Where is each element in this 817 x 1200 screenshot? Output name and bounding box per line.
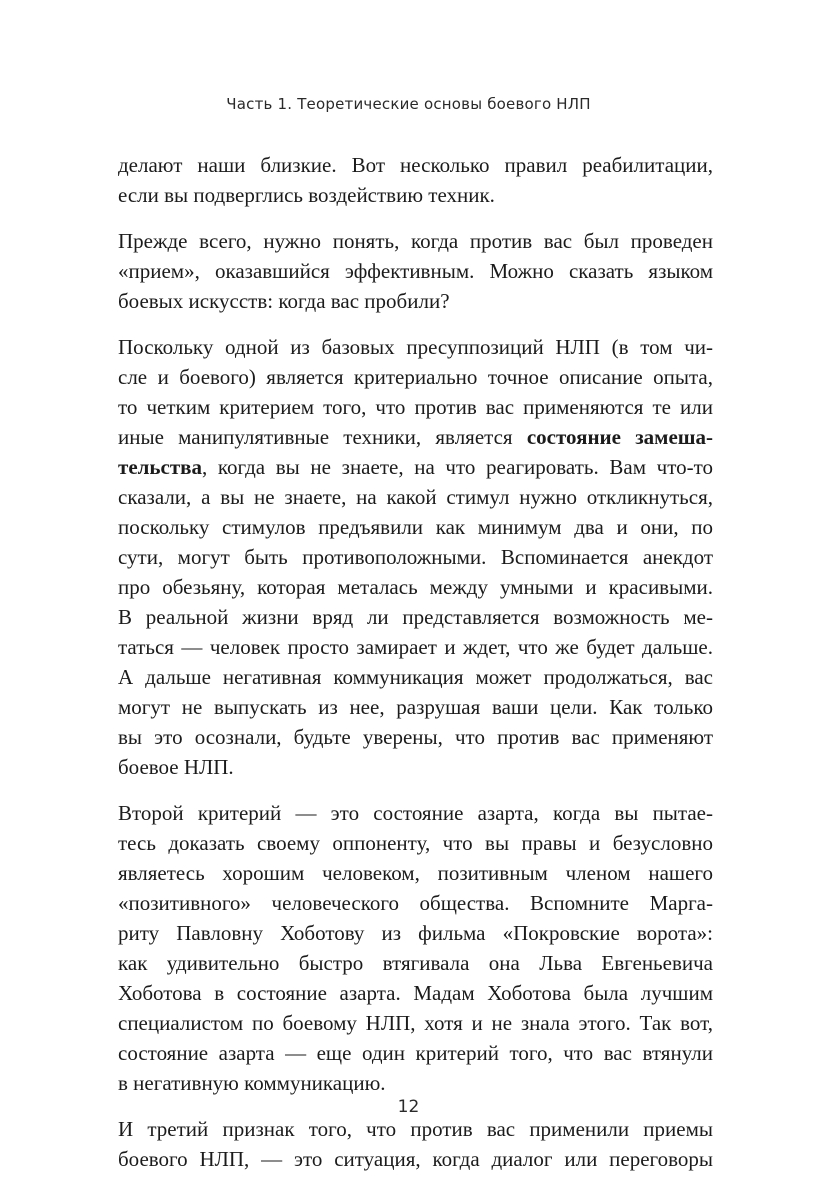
text-line: Второй критерий — это состояние азарта, когда вы пытае- xyxy=(118,801,713,825)
text-fragment: иные манипулятивные техники, является xyxy=(118,425,527,449)
text-line: «позитивного» человеческого общества. Вспомните Марга- xyxy=(118,891,713,915)
text-line: поскольку стимулов предъявили как минимум два и они, по xyxy=(118,515,713,539)
text-line: в негативную коммуникацию. xyxy=(118,1071,386,1095)
text-line: боевое НЛП. xyxy=(118,755,234,779)
text-line: сказали, а вы не знаете, на какой стимул нужно откликнуться, xyxy=(118,485,713,509)
text-line: вы это осознали, будьте уверены, что против вас применяют xyxy=(118,725,713,749)
text-line: А дальше негативная коммуникация может продолжаться, вас xyxy=(118,665,713,689)
text-line: Прежде всего, нужно понять, когда против вас был проведен xyxy=(118,229,713,253)
text-line: В реальной жизни вряд ли представляется возможность ме- xyxy=(118,605,713,629)
text-line xyxy=(118,452,713,482)
text-line: специалистом по боевому НЛП, хотя и не знала этого. Так вот, xyxy=(118,1011,713,1035)
text-line: И третий признак того, что против вас применили приемы xyxy=(118,1117,713,1141)
text-line: риту Павловну Хоботову из фильма «Покровские ворота»: xyxy=(118,921,713,945)
text-fragment: , когда вы не знаете, на что реагировать. Вам что-то xyxy=(202,455,713,479)
paragraph-3 xyxy=(118,332,713,782)
text-line: являетесь хорошим человеком, позитивным членом нашего xyxy=(118,861,713,885)
text-line: таться — человек просто замирает и ждет, что же будет дальше. xyxy=(118,635,713,659)
text-line: как удивительно быстро втягивала она Льва Евгеньевича xyxy=(118,951,713,975)
text-line: делают наши близкие. Вот несколько правил реабилитации, xyxy=(118,153,713,177)
body-text xyxy=(118,150,713,1190)
paragraph-4 xyxy=(118,798,713,1098)
emphasis-term: состояние замеша- xyxy=(526,425,713,449)
page-number: 12 xyxy=(397,1097,420,1117)
paragraph-5 xyxy=(118,1114,713,1174)
text-line: «прием», оказавшийся эффективным. Можно сказать языком xyxy=(118,259,713,283)
text-line: Хоботова в состояние азарта. Мадам Хоботова была лучшим xyxy=(118,981,713,1005)
text-line: боевых искусств: когда вас пробили? xyxy=(118,289,450,313)
text-line: Поскольку одной из базовых пресуппозиций НЛП (в том чи- xyxy=(118,335,713,359)
text-line: могут не выпускать из нее, разрушая ваши цели. Как только xyxy=(118,695,713,719)
emphasis-term: тельства xyxy=(118,455,202,479)
text-line: то четким критерием того, что против вас применяются те или xyxy=(118,395,713,419)
text-line: про обезьяну, которая металась между умными и красивыми. xyxy=(118,575,713,599)
paragraph-2 xyxy=(118,226,713,316)
text-line xyxy=(118,422,713,452)
text-line: тесь доказать своему оппоненту, что вы правы и безусловно xyxy=(118,831,713,855)
paragraph-1 xyxy=(118,150,713,210)
text-line: если вы подверглись воздействию техник. xyxy=(118,183,495,207)
text-line: сути, могут быть противоположными. Вспоминается анекдот xyxy=(118,545,713,569)
text-line: боевого НЛП, — это ситуация, когда диалог или переговоры xyxy=(118,1147,713,1171)
text-line: состояние азарта — еще один критерий того, что вас втянули xyxy=(118,1041,713,1065)
text-line: сле и боевого) является критериально точное описание опыта, xyxy=(118,365,713,389)
running-head: Часть 1. Теоретические основы боевого НЛП xyxy=(226,95,591,113)
